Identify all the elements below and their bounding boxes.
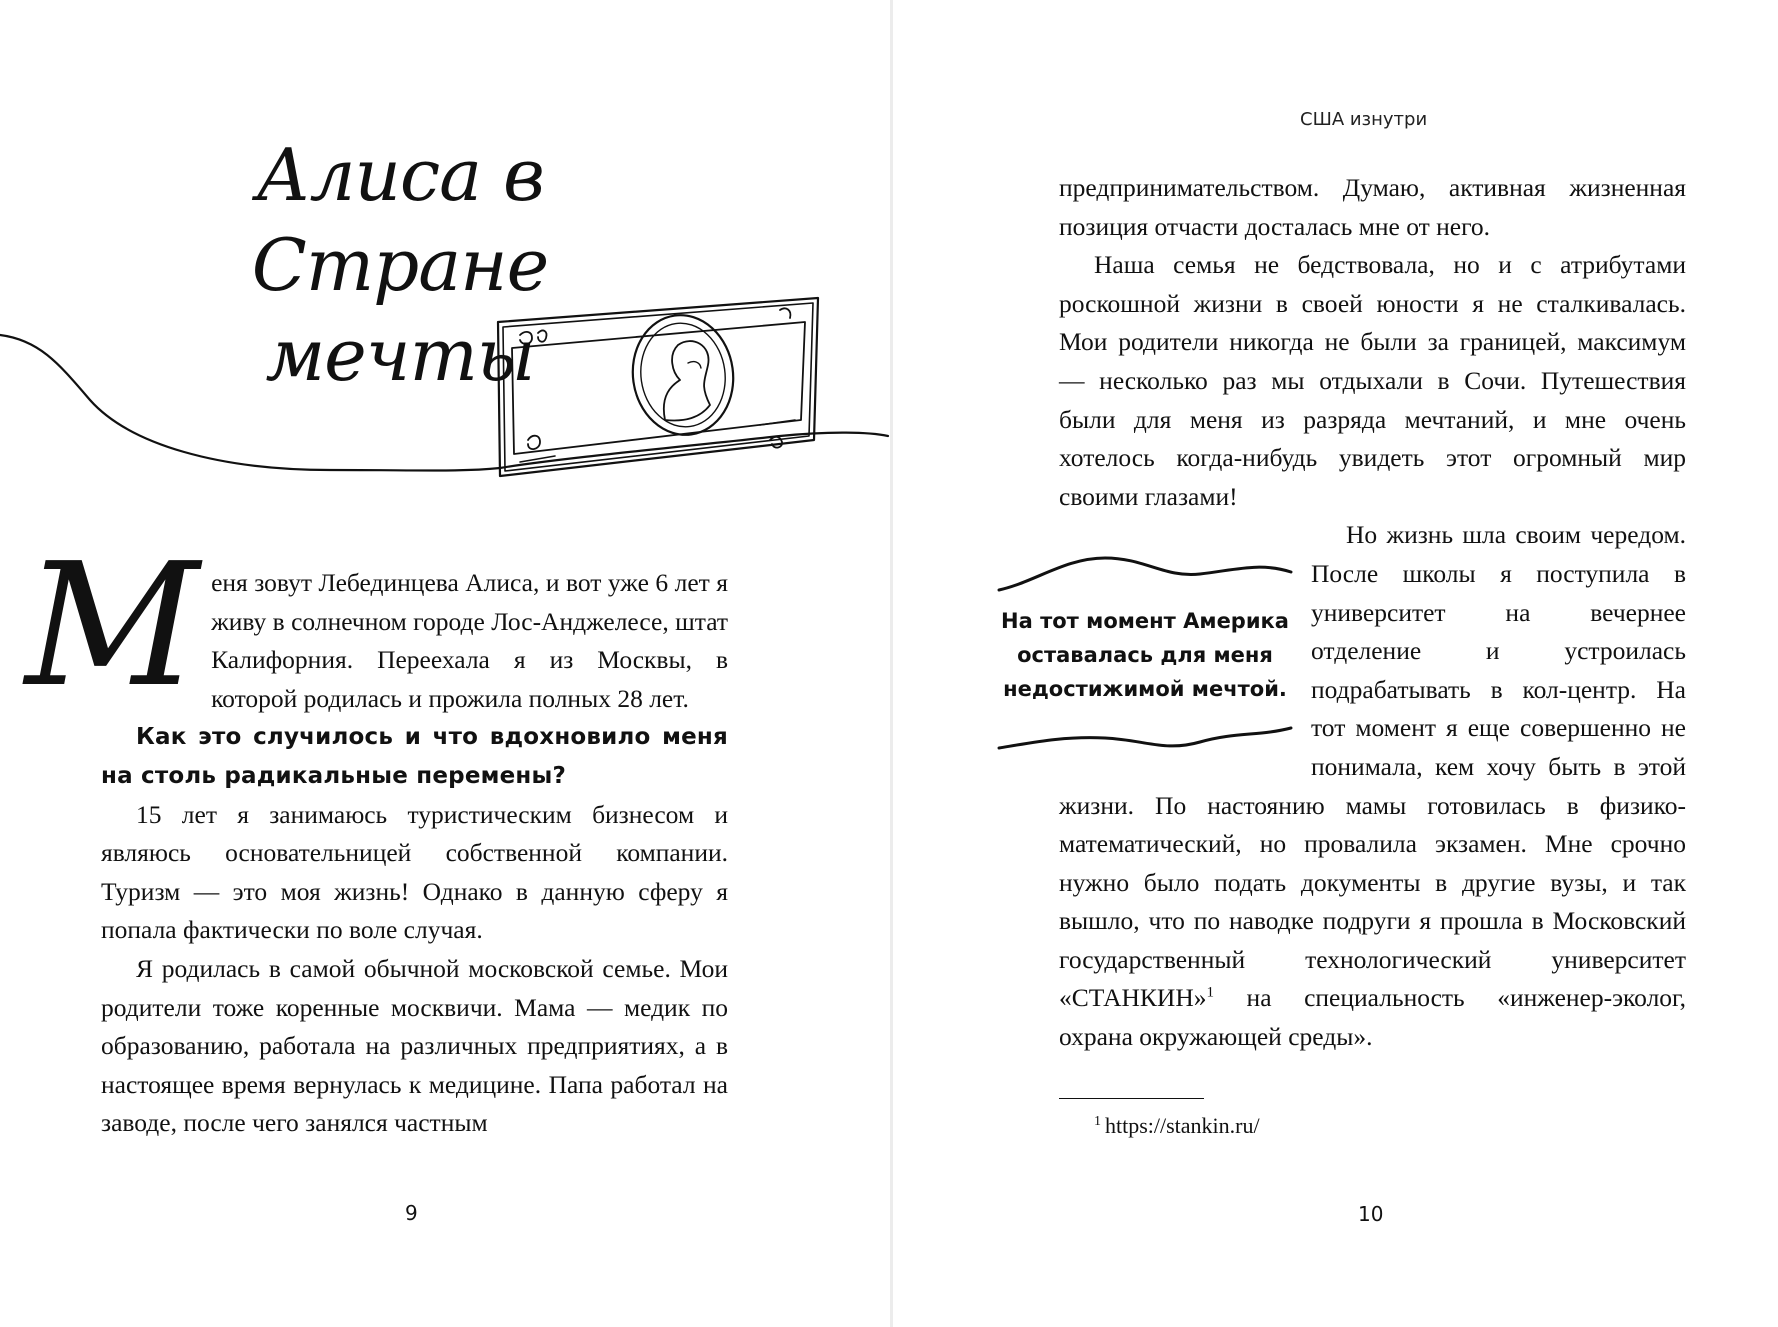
left-body-text — [25, 527, 728, 1143]
paragraph-6: Наша семья не бедствовала, но и с атрибутами роскошной жизни в своей юности я не сталкивалась. Мои родители никогда не были за границей, максимум — несколько раз мы отдыхали в Сочи. Путешествия были для меня из разряда мечтаний, и мне очень хотелось когда-нибудь увидеть этот огромный мир своими глазами! — [1059, 250, 1686, 511]
pull-quote — [995, 552, 1295, 782]
paragraph-1: Меня зовут Лебединцева Алиса, и вот уже 6 лет я живу в солнечном городе Лос-Анджелесе, штат Калифорния. Переехала я из Москвы, в которой родилась и прожила полных 28 лет. — [25, 527, 728, 725]
footnote-ref[interactable]: 1 — [1206, 984, 1214, 1001]
paragraph-4: Я родилась в самой обычной московской семье. Мои родители тоже коренные москвичи. Мама — медик по образованию, работала на различных предприятиях, а в настоящее время вернулась к медицине. Папа работал на заводе, после чего занялся частным — [101, 953, 728, 1138]
footnote-marker: 1 — [1094, 1113, 1101, 1129]
footnote-rule — [1059, 1098, 1204, 1099]
footnote — [1094, 1113, 1260, 1139]
paragraph-3: 15 лет я занимаюсь туристическим бизнесом и являюсь основательницей собственной компании. Туризм — это моя жизнь! Однако в данную сферу я попала фактически по воле случая. — [101, 799, 728, 945]
paragraph-2-bold: Как это случилось и что вдохновило меня на столь радикальные перемены? — [101, 724, 728, 789]
pull-quote-text: На тот момент Америка оставалась для меня недостижимой мечтой. — [1001, 609, 1289, 702]
drop-cap: М — [25, 527, 200, 725]
dollar-bill-sketch-icon — [0, 290, 890, 490]
paragraph-5: предпринимательством. Думаю, активная жизненная позиция отчасти досталась мне от него. — [1059, 173, 1686, 241]
footnote-link[interactable]: https://stankin.ru/ — [1105, 1113, 1260, 1138]
right-body-text — [1001, 169, 1686, 1057]
page-number-left: 9 — [405, 1201, 418, 1225]
page-number-right: 10 — [1358, 1202, 1384, 1226]
paragraph-7: На тот момент Америка оставалась для меня недостижимой мечтой. Но жизнь шла своим чередом. После школы я поступила в университет на вечернее отделение и устроилась подрабатывать в кол-центр. На тот момент я еще совершенно не понимала, кем хочу быть в этой жизни. По настоянию мамы готовилась в физико-математический, но провалила экзамен. Мне срочно нужно было подать документы в другие вузы, и так вышло, что по наводке подруги я прошла в Московский государственный технологический университет «СТАНКИН»$^1$ на специальность «инженер-эколог, охрана окружающей среды». — [1059, 516, 1686, 1056]
running-head: США изнутри — [1300, 109, 1428, 130]
chapter-title: Алиса в Стране мечты — [251, 133, 549, 397]
